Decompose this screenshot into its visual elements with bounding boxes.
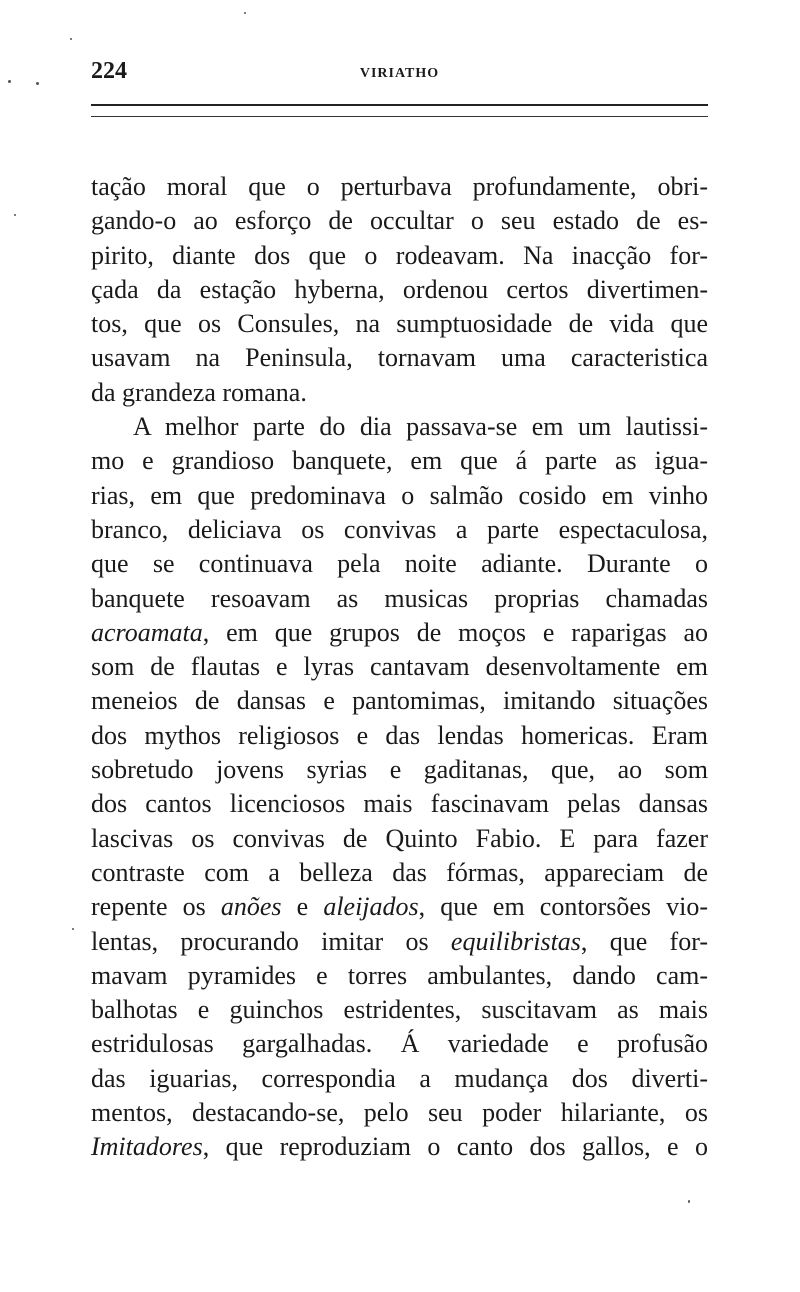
scan-speck: [70, 38, 72, 40]
italic-term: Imitadores: [91, 1132, 203, 1162]
text-line: lentas, procurando imitar os equilibristas, que for-: [91, 926, 708, 956]
text-line: Imitadores, que reproduziam o canto dos gallos, e o: [91, 1132, 708, 1162]
scan-speck: [244, 12, 246, 14]
text-line: meneios de dansas e pantomimas, imitando situações: [91, 686, 708, 716]
text-line: gando-o ao esforço de occultar o seu estado de es-: [91, 206, 708, 236]
text-line: balhotas e guinchos estridentes, suscitavam as mais: [91, 995, 708, 1025]
scan-speck: [688, 1200, 690, 1203]
italic-term: anões: [220, 892, 282, 922]
text-line: mentos, destacando-se, pelo seu poder hilariante, os: [91, 1098, 708, 1128]
scan-speck: [36, 82, 39, 85]
scan-speck: [72, 928, 74, 930]
text-line: contraste com a belleza das fórmas, appareciam de: [91, 857, 708, 887]
text-line: mo e grandioso banquete, em que á parte as igua-: [91, 446, 708, 476]
text-line: repente os anões e aleijados, que em contorsões vio-: [91, 892, 708, 922]
running-title: VIRIATHO: [359, 66, 440, 81]
text-line: banquete resoavam as musicas proprias chamadas: [91, 583, 708, 613]
scan-speck: [14, 214, 16, 216]
text-line: usavam na Peninsula, tornavam uma caracteristica: [91, 343, 708, 373]
text-line: tação moral que o perturbava profundamente, obri-: [91, 172, 708, 201]
italic-term: aleijados: [323, 892, 419, 922]
text-line: que se continuava pela noite adiante. Durante o: [91, 549, 708, 579]
text-line: çada da estação hyberna, ordenou certos divertimen-: [91, 274, 708, 304]
text-line: lascivas os convivas de Quinto Fabio. E para fazer: [91, 823, 708, 853]
text-line: acroamata, em que grupos de moços e raparigas ao: [91, 617, 708, 647]
text-line: dos cantos licenciosos mais fascinavam pelas dansas: [91, 789, 708, 819]
text-line: das iguarias, correspondia a mudança dos diverti-: [91, 1063, 708, 1093]
text-line: tos, que os Consules, na sumptuosidade de vida que: [91, 309, 708, 339]
text-line: sobretudo jovens syrias e gaditanas, que, ao som: [91, 755, 708, 785]
text-line: som de flautas e lyras cantavam desenvoltamente em: [91, 652, 708, 682]
text-line: estridulosas gargalhadas. Á variedade e profusão: [91, 1029, 708, 1059]
italic-term: equilibristas: [450, 926, 581, 956]
text-line: A melhor parte do dia passava-se em um lautissi-: [133, 412, 708, 442]
text-line: branco, deliciava os convivas a parte espectaculosa,: [91, 514, 708, 544]
page-header: [91, 58, 708, 98]
text-line: mavam pyramides e torres ambulantes, dando cam-: [91, 960, 708, 990]
header-rule-bottom: [91, 116, 708, 117]
text-line: rias, em que predominava o salmão cosido em vinho: [91, 480, 708, 510]
text-line: dos mythos religiosos e das lendas homericas. Eram: [91, 720, 708, 750]
scan-speck: [8, 80, 11, 83]
text-line: da grandeza romana.: [91, 377, 307, 407]
body-text: [91, 170, 708, 1165]
italic-term: acroamata: [91, 617, 203, 647]
page-number: 224: [91, 58, 127, 84]
header-rule-top: [91, 104, 708, 106]
text-line: pirito, diante dos que o rodeavam. Na inacção for-: [91, 240, 708, 270]
